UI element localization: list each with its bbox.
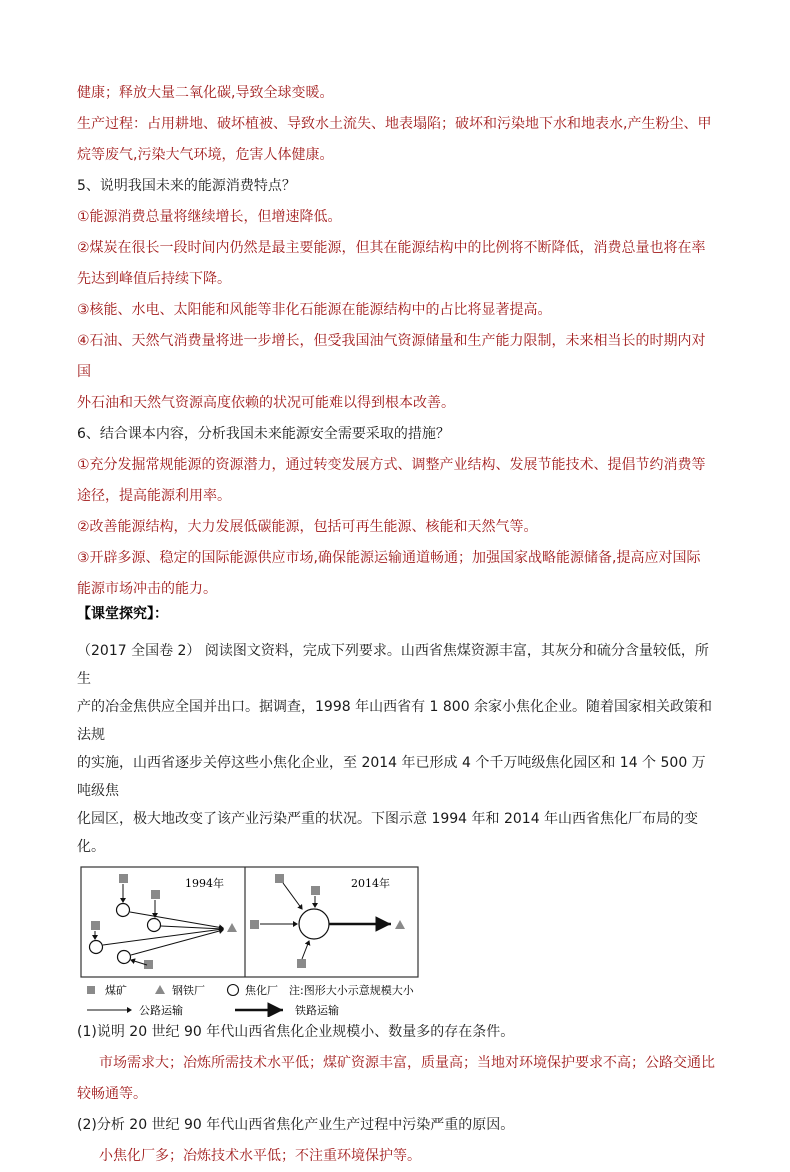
legend-coking-label: 焦化厂 [245,984,278,997]
steel-plant-symbol [227,923,237,932]
coking-layout-figure [77,865,477,1017]
sub-question-1: (1)说明 20 世纪 90 年代山西省焦化企业规模小、数量多的存在条件。 [77,1024,515,1040]
question-5: 5、说明我国未来的能源消费特点？ [77,178,296,194]
answer-line: 市场需求大；冶炼所需技术水平低；煤矿资源丰富，质量高；当地对环境保护要求不高；公路交通比 [99,1055,715,1071]
coking-plant-symbol [148,919,161,932]
steel-plant-symbol [395,920,405,929]
question-6: 6、结合课本内容，分析我国未来能源安全需要采取的措施？ [77,426,450,442]
coking-plant-symbol [118,951,131,964]
answer-line: ③核能、水电、太阳能和风能等非化石能源在能源结构中的占比将显著提高。 [77,302,552,318]
answer-line: 能源市场冲击的能力。 [77,581,217,597]
legend-steel-symbol [155,985,165,994]
legend-coking-symbol [228,985,239,996]
legend-coal-symbol [87,986,95,994]
coal-mine-symbol [91,921,100,930]
answer-line: 小焦化厂多；冶炼技术水平低；不注重环境保护等。 [99,1148,421,1164]
legend-rail-label: 铁路运输 [295,1004,339,1017]
answer-line: 途径，提高能源利用率。 [77,488,231,504]
coking-plant-symbol [299,909,329,939]
legend-note: 注:图形大小示意规模大小 [289,984,414,997]
coking-plant-symbol [117,904,130,917]
coal-mine-symbol [297,959,306,968]
legend [87,983,415,1017]
text-line: 生产过程：占用耕地、破坏植被、导致水土流失、地表塌陷；破坏和污染地下水和地表水,产生粉尘、甲 [77,116,712,132]
answer-line: 较畅通等。 [77,1086,147,1102]
text-line: 烷等废气,污染大气环境，危害人体健康。 [77,147,334,163]
coal-mine-symbol [275,874,284,883]
section-heading: 【课堂探究】： [77,606,168,622]
figure-svg [77,865,477,1017]
coal-mine-symbol [311,886,320,895]
answer-line: ③开辟多源、稳定的国际能源供应市场,确保能源运输通道畅通；加强国家战略能源储备,提高应对国际 [77,550,701,566]
answer-line: 先达到峰值后持续下降。 [77,271,231,287]
intro-line: 化园区，极大地改变了该产业污染严重的状况。下图示意 1994 年和 2014 年山西省焦化厂布局的变化。 [77,811,699,855]
panel-left-title: 1994年 [185,877,224,890]
coal-mine-symbol [250,920,259,929]
answer-line: ①充分发掘常规能源的资源潜力，通过转变发展方式、调整产业结构、发展节能技术、提倡节约消费等 [77,457,706,473]
intro-line: 的实施，山西省逐步关停这些小焦化企业，至 2014 年已形成 4 个千万吨级焦化园区和 14 个 500 万吨级焦 [77,755,706,799]
text-line: 健康；释放大量二氧化碳,导致全球变暖。 [77,85,334,101]
panel-right-title: 2014年 [351,877,390,890]
answer-line: ④石油、天然气消费量将进一步增长，但受我国油气资源储量和生产能力限制，未来相当长的时期内对国 [77,333,706,380]
legend-coal-label: 煤矿 [105,984,127,997]
sub-question-2: (2)分析 20 世纪 90 年代山西省焦化产业生产过程中污染严重的原因。 [77,1117,515,1133]
document-page [77,78,717,1172]
intro-line: 产的冶金焦供应全国并出口。据调查，1998 年山西省有 1 800 余家小焦化企业。随着国家相关政策和法规 [77,699,713,743]
legend-road-label: 公路运输 [139,1004,183,1017]
coking-plant-symbol [90,941,103,954]
coal-mine-symbol [151,890,160,899]
answer-line: ②煤炭在很长一段时间内仍然是最主要能源，但其在能源结构中的比例将不断降低，消费总量也将在率 [77,240,706,256]
answer-line: ②改善能源结构，大力发展低碳能源，包括可再生能源、核能和天然气等。 [77,519,538,535]
answer-line: 外石油和天然气资源高度依赖的状况可能难以得到根本改善。 [77,395,455,411]
legend-steel-label: 钢铁厂 [172,984,205,997]
intro-line: （2017 全国卷 2） 阅读图文资料，完成下列要求。山西省焦煤资源丰富，其灰分和硫分含量较低，所生 [77,643,709,687]
answer-line: ①能源消费总量将继续增长，但增速降低。 [77,209,342,225]
coal-mine-symbol [119,874,128,883]
